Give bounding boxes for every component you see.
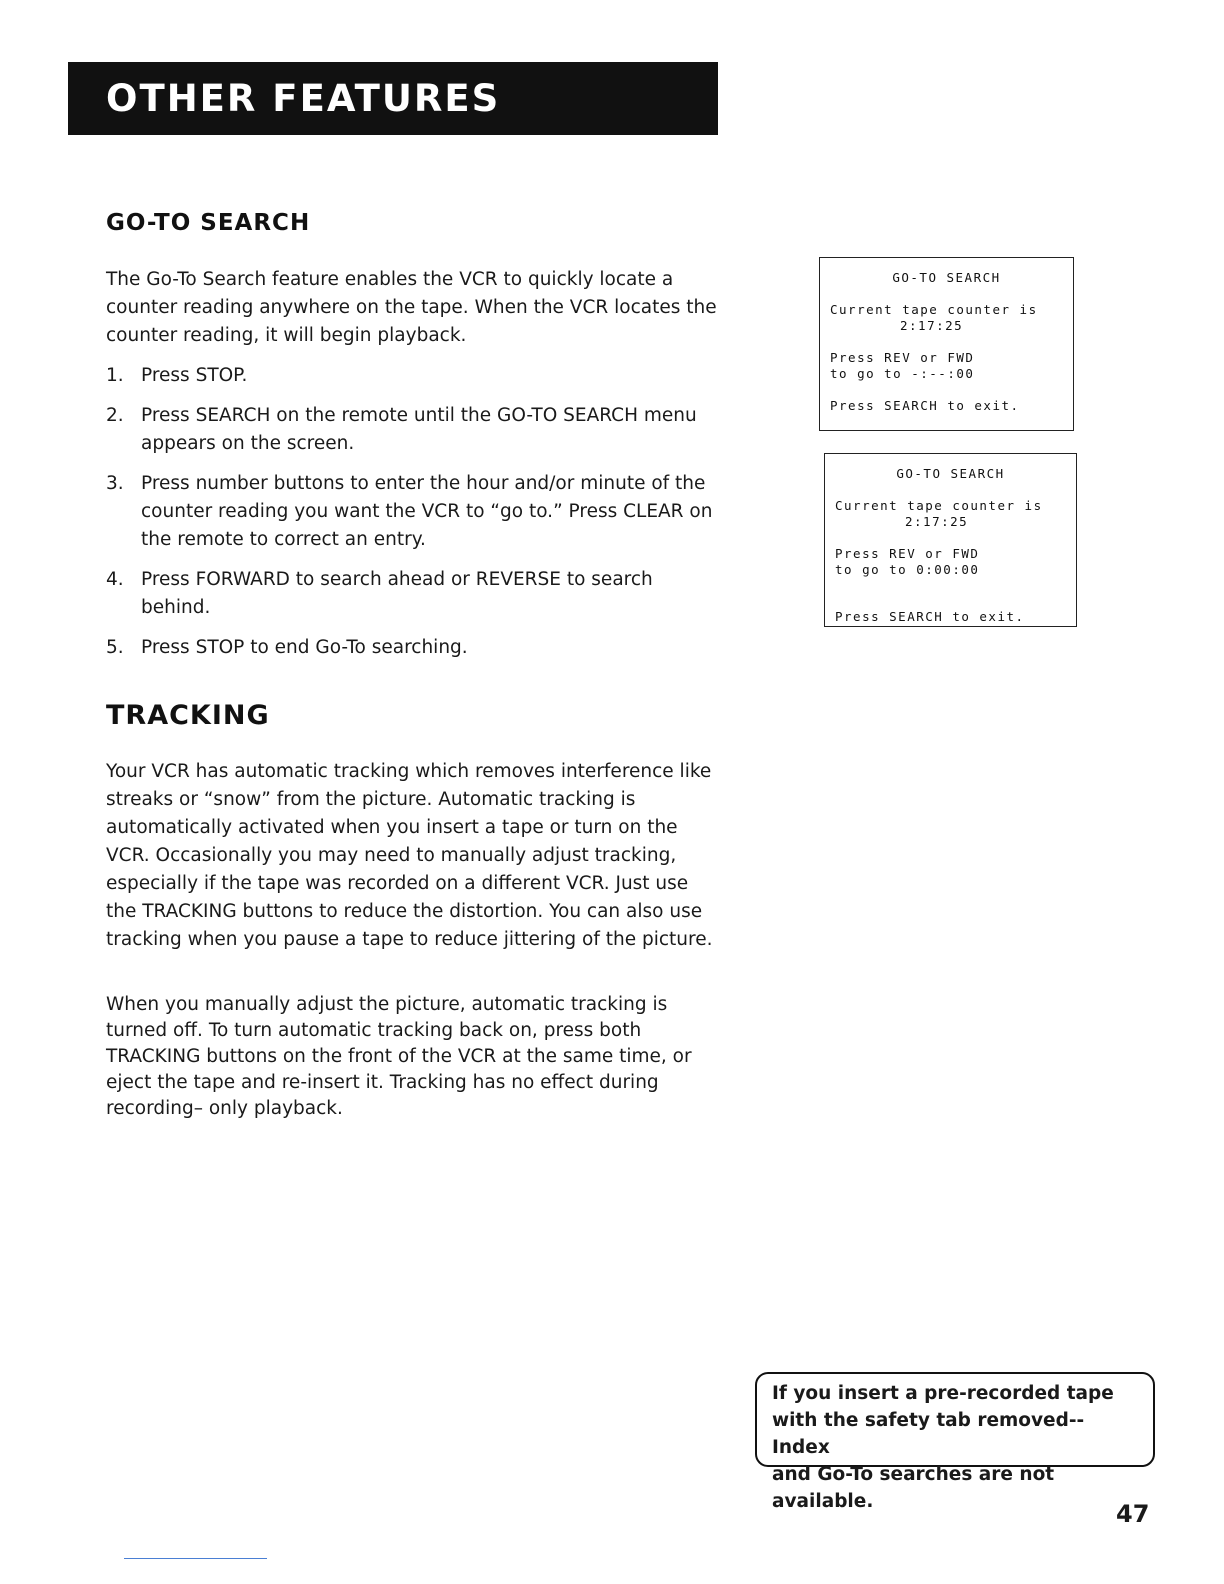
step-item — [106, 470, 718, 554]
step-item — [106, 566, 718, 622]
step-text: Press STOP to end Go-To searching. — [141, 637, 468, 658]
screen-instruction: Press REV or FWD — [830, 350, 975, 365]
note-line: If you insert a pre-recorded tape — [772, 1383, 1114, 1404]
screen-title: GO-TO SEARCH — [892, 270, 1001, 285]
onscreen-menu-example-1 — [819, 257, 1074, 431]
section-banner: OTHER FEATURES — [68, 62, 718, 135]
screen-instruction: Press REV or FWD — [835, 546, 980, 561]
tracking-heading: TRACKING — [106, 700, 270, 731]
screen-exit-hint: Press SEARCH to exit. — [830, 398, 1020, 413]
screen-exit-hint: Press SEARCH to exit. — [835, 609, 1025, 624]
note-line: and Go-To searches are not available. — [772, 1464, 1055, 1512]
step-item — [106, 634, 718, 662]
step-text: Press SEARCH on the remote until the GO-TO SEARCH menu appears on the screen. — [141, 405, 697, 454]
screen-title: GO-TO SEARCH — [896, 466, 1005, 481]
footer-rule — [124, 1558, 267, 1559]
step-item — [106, 402, 718, 458]
step-text: Press STOP. — [141, 365, 248, 386]
screen-counter-label: Current tape counter is — [830, 302, 1038, 317]
note-line: with the safety tab removed-- Index — [772, 1410, 1085, 1458]
step-number: 5. — [106, 637, 124, 658]
step-text: Press number buttons to enter the hour and/or minute of the counter reading you want the VCR to “go to.” Press CLEAR on the remote to correct an entry. — [141, 473, 713, 550]
goto-search-heading: GO-TO SEARCH — [106, 210, 311, 236]
goto-search-steps — [106, 362, 718, 674]
onscreen-menu-example-2 — [824, 453, 1077, 627]
screen-goto-value: to go to 0:00:00 — [835, 562, 980, 577]
step-item — [106, 362, 718, 390]
step-number: 2. — [106, 405, 124, 426]
tracking-paragraph-1: Your VCR has automatic tracking which removes interference like streaks or “snow” from the picture. Automatic tracking is automatically activated when you insert a tape or turn on the VCR. Occasionally you may need to manually adjust tracking, especially if the tape was recorded on a different VCR. Just use the TRACKING buttons to reduce the distortion. You can also use tracking when you pause a tape to reduce jittering of the picture. — [106, 761, 713, 950]
screen-counter-label: Current tape counter is — [835, 498, 1043, 513]
tracking-paragraph-2: When you manually adjust the picture, automatic tracking is turned off. To turn automatic tracking back on, press both TRACKING buttons on the front of the VCR at the same time, or eject the tape and re-insert it. Tracking has no effect during recording– only playback. — [106, 994, 692, 1119]
goto-search-intro: The Go-To Search feature enables the VCR to quickly locate a counter reading anywhere on the tape. When the VCR locates the counter reading, it will begin playback. — [106, 269, 717, 346]
step-number: 1. — [106, 365, 124, 386]
step-number: 3. — [106, 473, 124, 494]
screen-counter-value: 2:17:25 — [900, 318, 964, 333]
step-text: Press FORWARD to search ahead or REVERSE to search behind. — [141, 569, 653, 618]
safety-tab-note — [755, 1372, 1155, 1512]
screen-goto-value: to go to -:--:00 — [830, 366, 975, 381]
page-number: 47 — [1116, 1500, 1150, 1528]
step-number: 4. — [106, 569, 124, 590]
screen-counter-value: 2:17:25 — [905, 514, 969, 529]
